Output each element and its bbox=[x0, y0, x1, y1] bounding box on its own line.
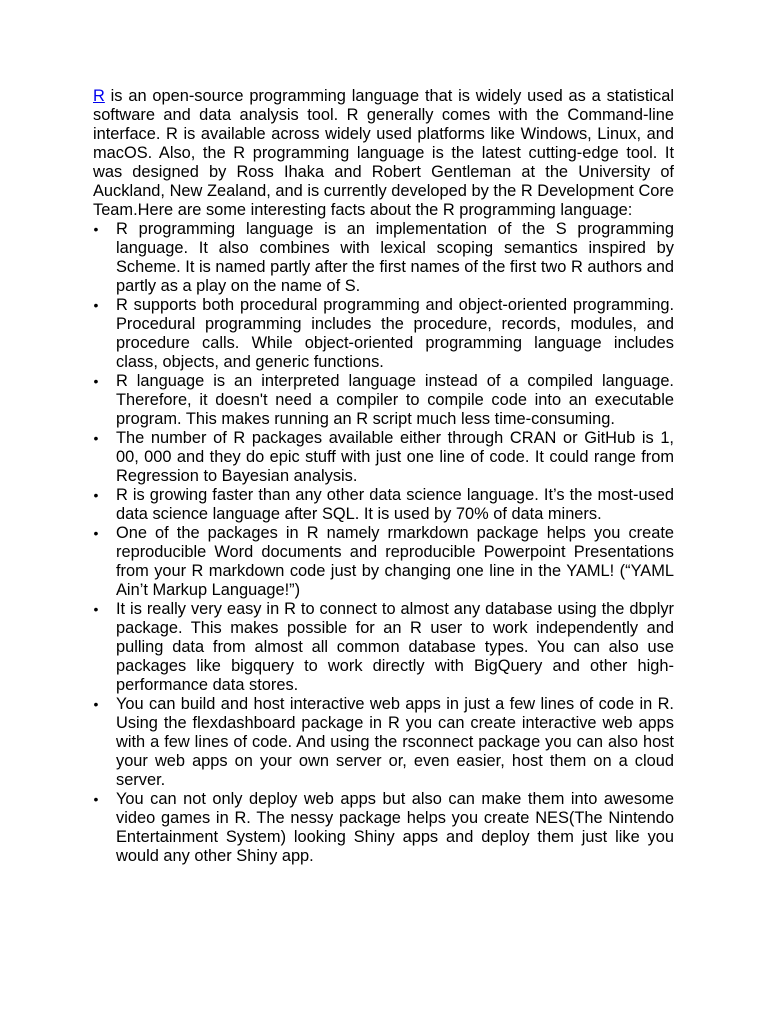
fact-text: R supports both procedural programming and object-oriented programming. Procedural programming includes the procedure, records, modules, and procedure calls. While object-oriented programming language includes class, objects, and generic functions. bbox=[116, 296, 674, 371]
fact-item bbox=[93, 429, 674, 486]
bullet-icon: • bbox=[93, 297, 99, 313]
fact-item bbox=[93, 695, 674, 790]
fact-text: R programming language is an implementation of the S programming language. It also combines with lexical scoping semantics inspired by Scheme. It is named partly after the first names of the first two R authors and partly as a play on the name of S. bbox=[116, 220, 674, 295]
fact-item bbox=[93, 486, 674, 524]
bullet-icon: • bbox=[93, 791, 99, 807]
bullet-icon: • bbox=[93, 487, 99, 503]
fact-item bbox=[93, 790, 674, 866]
fact-item bbox=[93, 372, 674, 429]
bullet-icon: • bbox=[93, 430, 99, 446]
intro-text: is an open-source programming language that is widely used as a statistical software and data analysis tool. R generally comes with the Command-line interface. R is available across widely used platforms like Windows, Linux, and macOS. Also, the R programming language is the latest cutting-edge tool. It was designed by Ross Ihaka and Robert Gentleman at the University of Auckland, New Zealand, and is currently developed by the R Development Core Team.Here are some interesting facts about the R programming language: bbox=[93, 87, 674, 219]
fact-text: You can not only deploy web apps but also can make them into awesome video games in R. The nessy package helps you create NES(The Nintendo Entertainment System) looking Shiny apps and deploy them just like you would any other Shiny app. bbox=[116, 790, 674, 865]
facts-list bbox=[93, 220, 674, 866]
intro-paragraph bbox=[93, 87, 674, 220]
bullet-icon: • bbox=[93, 373, 99, 389]
fact-item bbox=[93, 524, 674, 600]
bullet-icon: • bbox=[93, 696, 99, 712]
fact-text: One of the packages in R namely rmarkdown package helps you create reproducible Word documents and reproducible Powerpoint Presentations from your R markdown code just by changing one line in the YAML! (“YAML Ain’t Markup Language!”) bbox=[116, 524, 674, 599]
fact-text: The number of R packages available either through CRAN or GitHub is 1, 00, 000 and they do epic stuff with just one line of code. It could range from Regression to Bayesian analysis. bbox=[116, 429, 674, 485]
r-link[interactable]: R bbox=[93, 87, 105, 105]
fact-item bbox=[93, 600, 674, 695]
document-body bbox=[93, 87, 674, 866]
fact-text: It is really very easy in R to connect to almost any database using the dbplyr package. This makes possible for an R user to work independently and pulling data from almost all common database types. You can also use packages like bigquery to work directly with BigQuery and other high-performance data stores. bbox=[116, 600, 674, 694]
bullet-icon: • bbox=[93, 525, 99, 541]
fact-text: You can build and host interactive web apps in just a few lines of code in R. Using the flexdashboard package in R you can create interactive web apps with a few lines of code. And using the rsconnect package you can also host your web apps on your own server or, even easier, host them on a cloud server. bbox=[116, 695, 674, 789]
fact-item bbox=[93, 296, 674, 372]
fact-text: R is growing faster than any other data science language. It’s the most-used data science language after SQL. It is used by 70% of data miners. bbox=[116, 486, 674, 523]
bullet-icon: • bbox=[93, 221, 99, 237]
fact-item bbox=[93, 220, 674, 296]
bullet-icon: • bbox=[93, 601, 99, 617]
fact-text: R language is an interpreted language instead of a compiled language. Therefore, it doesn't need a compiler to compile code into an executable program. This makes running an R script much less time-consuming. bbox=[116, 372, 674, 428]
